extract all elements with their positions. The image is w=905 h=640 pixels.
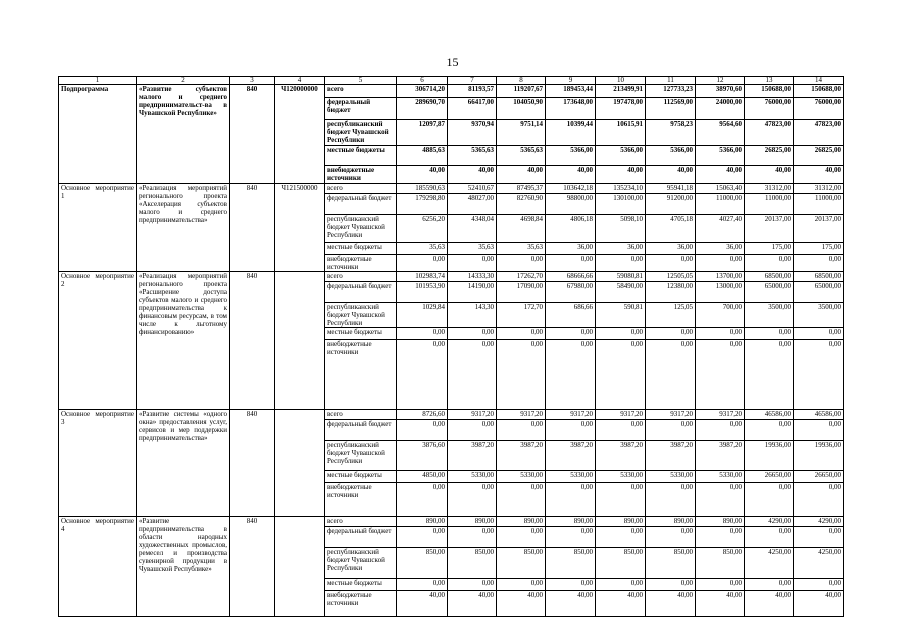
amount-cell: 76000,00 bbox=[794, 98, 844, 120]
amount-cell: 0,00 bbox=[448, 420, 497, 441]
amount-cell: 4885,63 bbox=[397, 146, 448, 166]
amount-cell: 119207,67 bbox=[497, 85, 546, 98]
amount-cell: 5330,00 bbox=[646, 471, 696, 483]
amount-cell: 68500,00 bbox=[745, 272, 794, 282]
amount-cell: 6256,20 bbox=[397, 215, 448, 243]
row-description: «Реализация мероприятий регионального проекта «Акселерация субъектов малого и среднего предпринимательства» bbox=[137, 184, 230, 272]
amount-cell: 40,00 bbox=[794, 591, 844, 617]
amount-cell: 9370,94 bbox=[448, 120, 497, 146]
amount-cell: 5330,00 bbox=[596, 471, 646, 483]
amount-cell: 36,00 bbox=[646, 243, 696, 255]
amount-cell: 127733,23 bbox=[646, 85, 696, 98]
amount-cell: 46586,00 bbox=[745, 410, 794, 420]
amount-cell: 5366,00 bbox=[596, 146, 646, 166]
amount-cell: 0,00 bbox=[497, 340, 546, 410]
amount-cell: 26650,00 bbox=[745, 471, 794, 483]
amount-cell: 0,00 bbox=[497, 328, 546, 340]
amount-cell: 0,00 bbox=[745, 483, 794, 517]
amount-cell: 0,00 bbox=[397, 328, 448, 340]
amount-cell: 5330,00 bbox=[696, 471, 745, 483]
amount-cell: 87495,37 bbox=[497, 184, 546, 194]
amount-cell: 40,00 bbox=[497, 166, 546, 184]
amount-cell: 14333,30 bbox=[448, 272, 497, 282]
amount-cell: 68500,00 bbox=[794, 272, 844, 282]
table-row bbox=[59, 410, 844, 420]
column-header: 6 bbox=[397, 77, 448, 85]
amount-cell: 4290,00 bbox=[745, 517, 794, 527]
funding-source: федеральный бюджет bbox=[325, 282, 397, 303]
funding-source: всего bbox=[325, 410, 397, 420]
amount-cell: 850,00 bbox=[397, 548, 448, 579]
row-label: Подпрограмма bbox=[59, 85, 137, 184]
amount-cell: 10615,91 bbox=[596, 120, 646, 146]
funding-source: всего bbox=[325, 184, 397, 194]
amount-cell: 0,00 bbox=[596, 527, 646, 548]
amount-cell: 9317,20 bbox=[546, 410, 596, 420]
amount-cell: 150688,00 bbox=[745, 85, 794, 98]
amount-cell: 0,00 bbox=[794, 527, 844, 548]
amount-cell: 52410,67 bbox=[448, 184, 497, 194]
amount-cell: 3500,00 bbox=[794, 303, 844, 328]
amount-cell: 38970,60 bbox=[696, 85, 745, 98]
amount-cell: 12380,00 bbox=[646, 282, 696, 303]
amount-cell: 850,00 bbox=[546, 548, 596, 579]
amount-cell: 91200,00 bbox=[646, 194, 696, 215]
amount-cell: 98800,00 bbox=[546, 194, 596, 215]
amount-cell: 102983,74 bbox=[397, 272, 448, 282]
amount-cell: 9317,20 bbox=[596, 410, 646, 420]
amount-cell: 0,00 bbox=[745, 328, 794, 340]
amount-cell: 850,00 bbox=[497, 548, 546, 579]
amount-cell: 850,00 bbox=[596, 548, 646, 579]
amount-cell: 40,00 bbox=[546, 166, 596, 184]
amount-cell: 11000,00 bbox=[794, 194, 844, 215]
row-label: Основное мероприятие 4 bbox=[59, 517, 137, 617]
amount-cell: 175,00 bbox=[794, 243, 844, 255]
amount-cell: 0,00 bbox=[448, 255, 497, 272]
funding-source: внебюджетные источники bbox=[325, 591, 397, 617]
funding-source: местные бюджеты bbox=[325, 243, 397, 255]
amount-cell: 0,00 bbox=[794, 255, 844, 272]
amount-cell: 9758,23 bbox=[646, 120, 696, 146]
row-label: Основное мероприятие 1 bbox=[59, 184, 137, 272]
amount-cell: 130100,00 bbox=[596, 194, 646, 215]
grbs-code: 840 bbox=[230, 184, 275, 272]
amount-cell: 0,00 bbox=[696, 328, 745, 340]
column-header: 4 bbox=[275, 77, 325, 85]
amount-cell: 0,00 bbox=[448, 527, 497, 548]
funding-source: внебюджетные источники bbox=[325, 483, 397, 517]
amount-cell: 36,00 bbox=[596, 243, 646, 255]
amount-cell: 40,00 bbox=[596, 166, 646, 184]
amount-cell: 5098,10 bbox=[596, 215, 646, 243]
table-row bbox=[59, 85, 844, 98]
amount-cell: 0,00 bbox=[596, 420, 646, 441]
amount-cell: 9317,20 bbox=[646, 410, 696, 420]
funding-source: республиканский бюджет Чувашской Республики bbox=[325, 120, 397, 146]
amount-cell: 0,00 bbox=[745, 420, 794, 441]
amount-cell: 112569,00 bbox=[646, 98, 696, 120]
amount-cell: 0,00 bbox=[397, 255, 448, 272]
page-number: 15 bbox=[446, 55, 459, 69]
grbs-code: 840 bbox=[230, 517, 275, 617]
amount-cell: 101953,90 bbox=[397, 282, 448, 303]
funding-source: местные бюджеты bbox=[325, 471, 397, 483]
column-header: 14 bbox=[794, 77, 844, 85]
amount-cell: 0,00 bbox=[448, 579, 497, 591]
amount-cell: 890,00 bbox=[596, 517, 646, 527]
amount-cell: 0,00 bbox=[397, 579, 448, 591]
amount-cell: 0,00 bbox=[696, 483, 745, 517]
funding-source: федеральный бюджет bbox=[325, 420, 397, 441]
amount-cell: 0,00 bbox=[794, 483, 844, 517]
amount-cell: 143,30 bbox=[448, 303, 497, 328]
amount-cell: 59080,81 bbox=[596, 272, 646, 282]
amount-cell: 0,00 bbox=[745, 527, 794, 548]
column-header: 2 bbox=[137, 77, 230, 85]
amount-cell: 31312,00 bbox=[794, 184, 844, 194]
amount-cell: 40,00 bbox=[546, 591, 596, 617]
amount-cell: 4698,84 bbox=[497, 215, 546, 243]
column-header: 3 bbox=[230, 77, 275, 85]
amount-cell: 40,00 bbox=[794, 166, 844, 184]
amount-cell: 67980,00 bbox=[546, 282, 596, 303]
amount-cell: 0,00 bbox=[696, 527, 745, 548]
funding-source: местные бюджеты bbox=[325, 328, 397, 340]
funding-source: федеральный бюджет bbox=[325, 527, 397, 548]
amount-cell: 3987,20 bbox=[596, 441, 646, 471]
amount-cell: 0,00 bbox=[497, 527, 546, 548]
amount-cell: 36,00 bbox=[546, 243, 596, 255]
column-header: 5 bbox=[325, 77, 397, 85]
amount-cell: 175,00 bbox=[745, 243, 794, 255]
amount-cell: 9317,20 bbox=[448, 410, 497, 420]
amount-cell: 40,00 bbox=[696, 166, 745, 184]
amount-cell: 0,00 bbox=[794, 328, 844, 340]
amount-cell: 0,00 bbox=[696, 579, 745, 591]
row-description: «Развитие предпринимательства в области народных художественных промыслов, ремесел и производства сувенирной продукции в Чувашской Республике» bbox=[137, 517, 230, 617]
amount-cell: 289690,70 bbox=[397, 98, 448, 120]
amount-cell: 890,00 bbox=[497, 517, 546, 527]
column-header: 11 bbox=[646, 77, 696, 85]
amount-cell: 3987,20 bbox=[448, 441, 497, 471]
amount-cell: 850,00 bbox=[448, 548, 497, 579]
amount-cell: 0,00 bbox=[596, 328, 646, 340]
amount-cell: 4027,40 bbox=[696, 215, 745, 243]
amount-cell: 0,00 bbox=[596, 579, 646, 591]
amount-cell: 15063,40 bbox=[696, 184, 745, 194]
amount-cell: 0,00 bbox=[794, 420, 844, 441]
funding-source: местные бюджеты bbox=[325, 146, 397, 166]
amount-cell: 11000,00 bbox=[745, 194, 794, 215]
amount-cell: 0,00 bbox=[397, 483, 448, 517]
amount-cell: 40,00 bbox=[596, 591, 646, 617]
amount-cell: 3987,20 bbox=[646, 441, 696, 471]
funding-source: внебюджетные источники bbox=[325, 255, 397, 272]
funding-source: республиканский бюджет Чувашской Республики bbox=[325, 303, 397, 328]
amount-cell: 213499,91 bbox=[596, 85, 646, 98]
amount-cell: 0,00 bbox=[646, 420, 696, 441]
funding-source: всего bbox=[325, 272, 397, 282]
amount-cell: 0,00 bbox=[646, 579, 696, 591]
target-code: Ч120000000 bbox=[275, 85, 325, 184]
amount-cell: 4850,00 bbox=[397, 471, 448, 483]
amount-cell: 82760,90 bbox=[497, 194, 546, 215]
amount-cell: 4348,04 bbox=[448, 215, 497, 243]
funding-source: внебюджетные источники bbox=[325, 340, 397, 410]
amount-cell: 5365,63 bbox=[448, 146, 497, 166]
budget-table bbox=[58, 76, 844, 617]
amount-cell: 4806,18 bbox=[546, 215, 596, 243]
table-body bbox=[59, 77, 844, 617]
amount-cell: 3987,20 bbox=[497, 441, 546, 471]
column-header: 7 bbox=[448, 77, 497, 85]
amount-cell: 125,05 bbox=[646, 303, 696, 328]
amount-cell: 0,00 bbox=[745, 579, 794, 591]
amount-cell: 700,00 bbox=[696, 303, 745, 328]
amount-cell: 31312,00 bbox=[745, 184, 794, 194]
amount-cell: 24000,00 bbox=[696, 98, 745, 120]
amount-cell: 104050,90 bbox=[497, 98, 546, 120]
amount-cell: 0,00 bbox=[646, 483, 696, 517]
amount-cell: 0,00 bbox=[646, 255, 696, 272]
funding-source: внебюджетные источники bbox=[325, 166, 397, 184]
amount-cell: 1029,84 bbox=[397, 303, 448, 328]
row-description: «Развитие субъектов малого и среднего предпринимательст-ва в Чувашской Республике» bbox=[137, 85, 230, 184]
amount-cell: 40,00 bbox=[696, 591, 745, 617]
amount-cell: 0,00 bbox=[546, 255, 596, 272]
amount-cell: 185590,63 bbox=[397, 184, 448, 194]
funding-source: республиканский бюджет Чувашской Республики bbox=[325, 215, 397, 243]
amount-cell: 0,00 bbox=[646, 340, 696, 410]
amount-cell: 590,81 bbox=[596, 303, 646, 328]
amount-cell: 26650,00 bbox=[794, 471, 844, 483]
amount-cell: 5330,00 bbox=[497, 471, 546, 483]
amount-cell: 103642,18 bbox=[546, 184, 596, 194]
target-code bbox=[275, 272, 325, 410]
grbs-code: 840 bbox=[230, 410, 275, 517]
amount-cell: 0,00 bbox=[497, 483, 546, 517]
amount-cell: 40,00 bbox=[745, 166, 794, 184]
amount-cell: 850,00 bbox=[646, 548, 696, 579]
funding-source: федеральный бюджет bbox=[325, 98, 397, 120]
grbs-code: 840 bbox=[230, 85, 275, 184]
amount-cell: 46586,00 bbox=[794, 410, 844, 420]
amount-cell: 0,00 bbox=[745, 340, 794, 410]
amount-cell: 68666,66 bbox=[546, 272, 596, 282]
table-row bbox=[59, 184, 844, 194]
amount-cell: 5330,00 bbox=[448, 471, 497, 483]
amount-cell: 40,00 bbox=[646, 591, 696, 617]
funding-source: всего bbox=[325, 85, 397, 98]
amount-cell: 0,00 bbox=[397, 420, 448, 441]
amount-cell: 9317,20 bbox=[696, 410, 745, 420]
amount-cell: 0,00 bbox=[546, 420, 596, 441]
amount-cell: 20137,00 bbox=[794, 215, 844, 243]
amount-cell: 3987,20 bbox=[546, 441, 596, 471]
amount-cell: 48027,00 bbox=[448, 194, 497, 215]
grbs-code: 840 bbox=[230, 272, 275, 410]
amount-cell: 4250,00 bbox=[745, 548, 794, 579]
column-header: 9 bbox=[546, 77, 596, 85]
amount-cell: 0,00 bbox=[546, 527, 596, 548]
amount-cell: 36,00 bbox=[696, 243, 745, 255]
amount-cell: 26825,00 bbox=[745, 146, 794, 166]
amount-cell: 40,00 bbox=[448, 591, 497, 617]
amount-cell: 4705,18 bbox=[646, 215, 696, 243]
amount-cell: 0,00 bbox=[596, 483, 646, 517]
amount-cell: 19936,00 bbox=[794, 441, 844, 471]
amount-cell: 40,00 bbox=[497, 591, 546, 617]
amount-cell: 890,00 bbox=[696, 517, 745, 527]
amount-cell: 4290,00 bbox=[794, 517, 844, 527]
amount-cell: 9751,14 bbox=[497, 120, 546, 146]
amount-cell: 10399,44 bbox=[546, 120, 596, 146]
column-header: 8 bbox=[497, 77, 546, 85]
amount-cell: 0,00 bbox=[546, 483, 596, 517]
amount-cell: 58490,00 bbox=[596, 282, 646, 303]
amount-cell: 35,63 bbox=[448, 243, 497, 255]
amount-cell: 0,00 bbox=[497, 255, 546, 272]
amount-cell: 0,00 bbox=[646, 527, 696, 548]
amount-cell: 65000,00 bbox=[745, 282, 794, 303]
column-header: 13 bbox=[745, 77, 794, 85]
amount-cell: 47823,00 bbox=[794, 120, 844, 146]
amount-cell: 5366,00 bbox=[546, 146, 596, 166]
amount-cell: 135234,10 bbox=[596, 184, 646, 194]
amount-cell: 890,00 bbox=[448, 517, 497, 527]
row-description: «Развитие системы «одного окна» предоставления услуг, сервисов и мер поддержки предпринимательства» bbox=[137, 410, 230, 517]
amount-cell: 3876,60 bbox=[397, 441, 448, 471]
amount-cell: 306714,20 bbox=[397, 85, 448, 98]
amount-cell: 890,00 bbox=[546, 517, 596, 527]
amount-cell: 9564,60 bbox=[696, 120, 745, 146]
target-code bbox=[275, 410, 325, 517]
amount-cell: 0,00 bbox=[497, 420, 546, 441]
amount-cell: 686,66 bbox=[546, 303, 596, 328]
amount-cell: 8726,60 bbox=[397, 410, 448, 420]
amount-cell: 76000,00 bbox=[745, 98, 794, 120]
amount-cell: 0,00 bbox=[696, 340, 745, 410]
table-row bbox=[59, 272, 844, 282]
column-header: 10 bbox=[596, 77, 646, 85]
amount-cell: 13000,00 bbox=[696, 282, 745, 303]
amount-cell: 850,00 bbox=[696, 548, 745, 579]
amount-cell: 19936,00 bbox=[745, 441, 794, 471]
row-description: «Реализация мероприятий регионального проекта «Расширение доступа субъектов малого и среднего предпринимательства к финансовым ресурсам, в том числе к льготному финансированию» bbox=[137, 272, 230, 410]
amount-cell: 95941,18 bbox=[646, 184, 696, 194]
amount-cell: 5330,00 bbox=[546, 471, 596, 483]
funding-source: местные бюджеты bbox=[325, 579, 397, 591]
funding-source: республиканский бюджет Чувашской Республики bbox=[325, 548, 397, 579]
amount-cell: 13700,00 bbox=[696, 272, 745, 282]
amount-cell: 0,00 bbox=[794, 340, 844, 410]
amount-cell: 0,00 bbox=[696, 255, 745, 272]
amount-cell: 40,00 bbox=[397, 591, 448, 617]
amount-cell: 40,00 bbox=[397, 166, 448, 184]
amount-cell: 17262,70 bbox=[497, 272, 546, 282]
amount-cell: 0,00 bbox=[596, 255, 646, 272]
amount-cell: 0,00 bbox=[546, 328, 596, 340]
amount-cell: 0,00 bbox=[696, 420, 745, 441]
amount-cell: 66417,00 bbox=[448, 98, 497, 120]
amount-cell: 172,70 bbox=[497, 303, 546, 328]
amount-cell: 35,63 bbox=[497, 243, 546, 255]
target-code bbox=[275, 517, 325, 617]
amount-cell: 0,00 bbox=[646, 328, 696, 340]
table-row bbox=[59, 517, 844, 527]
row-label: Основное мероприятие 3 bbox=[59, 410, 137, 517]
amount-cell: 81193,57 bbox=[448, 85, 497, 98]
amount-cell: 0,00 bbox=[596, 340, 646, 410]
amount-cell: 3500,00 bbox=[745, 303, 794, 328]
amount-cell: 26825,00 bbox=[794, 146, 844, 166]
amount-cell: 0,00 bbox=[448, 328, 497, 340]
funding-source: федеральный бюджет bbox=[325, 194, 397, 215]
amount-cell: 0,00 bbox=[397, 527, 448, 548]
funding-source: республиканский бюджет Чувашской Республики bbox=[325, 441, 397, 471]
amount-cell: 0,00 bbox=[448, 483, 497, 517]
amount-cell: 12097,87 bbox=[397, 120, 448, 146]
amount-cell: 3987,20 bbox=[696, 441, 745, 471]
amount-cell: 0,00 bbox=[448, 340, 497, 410]
amount-cell: 5366,00 bbox=[696, 146, 745, 166]
header-row bbox=[59, 77, 844, 85]
amount-cell: 0,00 bbox=[794, 579, 844, 591]
target-code: Ч121500000 bbox=[275, 184, 325, 272]
funding-source: всего bbox=[325, 517, 397, 527]
amount-cell: 12505,05 bbox=[646, 272, 696, 282]
amount-cell: 65000,00 bbox=[794, 282, 844, 303]
amount-cell: 0,00 bbox=[546, 579, 596, 591]
amount-cell: 5365,63 bbox=[497, 146, 546, 166]
amount-cell: 150688,00 bbox=[794, 85, 844, 98]
amount-cell: 17090,00 bbox=[497, 282, 546, 303]
amount-cell: 5366,00 bbox=[646, 146, 696, 166]
amount-cell: 0,00 bbox=[546, 340, 596, 410]
amount-cell: 0,00 bbox=[745, 255, 794, 272]
amount-cell: 4250,00 bbox=[794, 548, 844, 579]
amount-cell: 197478,00 bbox=[596, 98, 646, 120]
amount-cell: 0,00 bbox=[497, 579, 546, 591]
amount-cell: 179298,80 bbox=[397, 194, 448, 215]
amount-cell: 173648,00 bbox=[546, 98, 596, 120]
amount-cell: 890,00 bbox=[646, 517, 696, 527]
column-header: 1 bbox=[59, 77, 137, 85]
amount-cell: 20137,00 bbox=[745, 215, 794, 243]
amount-cell: 890,00 bbox=[397, 517, 448, 527]
amount-cell: 9317,20 bbox=[497, 410, 546, 420]
amount-cell: 40,00 bbox=[448, 166, 497, 184]
amount-cell: 14190,00 bbox=[448, 282, 497, 303]
amount-cell: 0,00 bbox=[397, 340, 448, 410]
column-header: 12 bbox=[696, 77, 745, 85]
amount-cell: 40,00 bbox=[646, 166, 696, 184]
amount-cell: 35,63 bbox=[397, 243, 448, 255]
row-label: Основное мероприятие 2 bbox=[59, 272, 137, 410]
amount-cell: 189453,44 bbox=[546, 85, 596, 98]
amount-cell: 11000,00 bbox=[696, 194, 745, 215]
amount-cell: 47823,00 bbox=[745, 120, 794, 146]
amount-cell: 40,00 bbox=[745, 591, 794, 617]
